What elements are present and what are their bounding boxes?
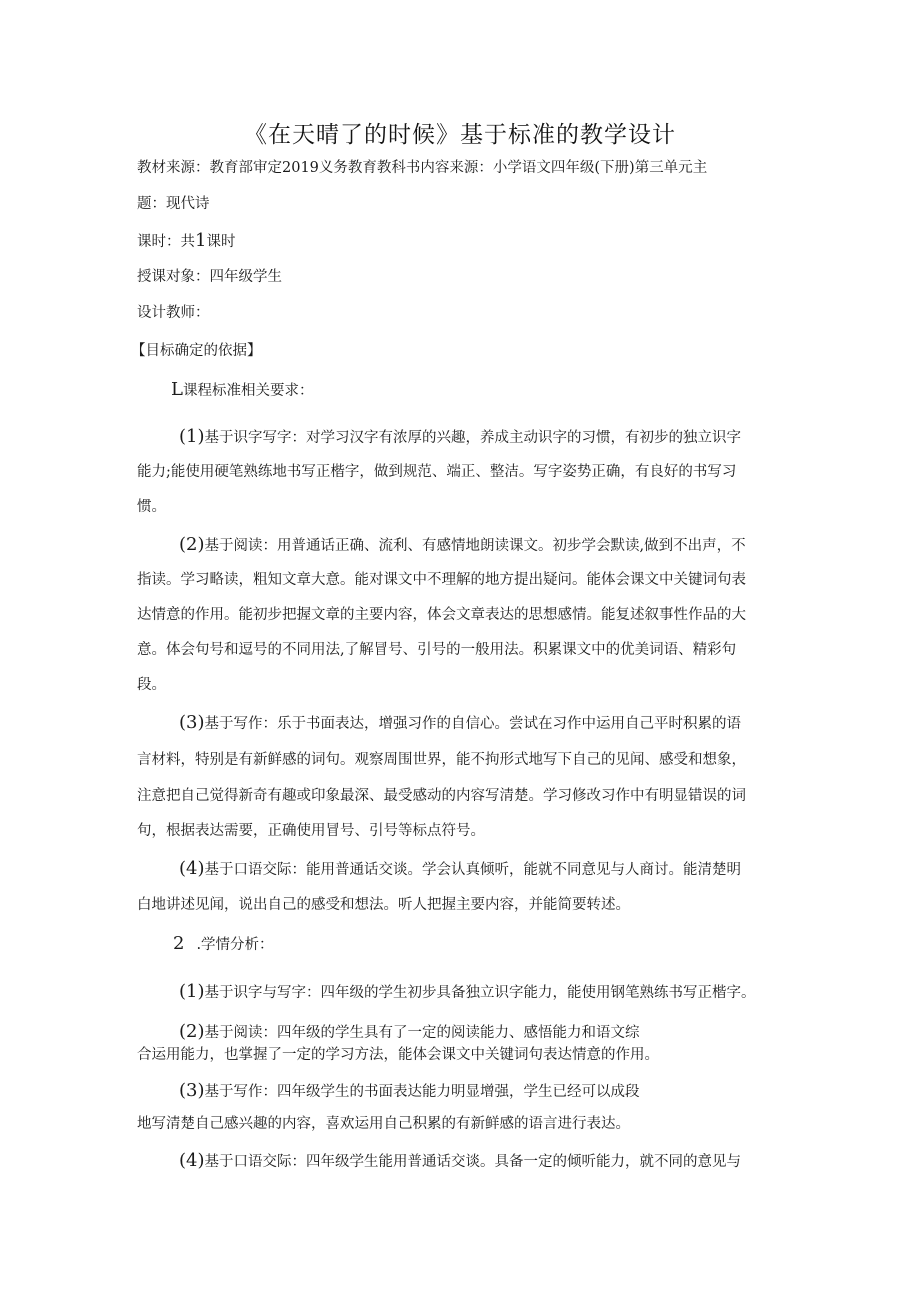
q2-line-2: 合运用能力，也掌握了一定的学习方法，能体会课文中关键词句表达情意的作用。 [137, 1047, 659, 1063]
p3-text-1: 基于写作：乐于书面表达，增强习作的自信心。尝试在习作中运用自己平时积累的语 [204, 716, 741, 732]
p1-text-1: 基于识字写字：对学习汉字有浓厚的兴趣，养成主动识字的习惯，有初步的独立识字 [204, 430, 741, 446]
p4-number: (4) [179, 858, 205, 879]
p4-text-1: 基于口语交际：能用普通话交谈。学会认真倾听，能就不同意见与人商讨。能清楚明 [204, 862, 741, 878]
p1-number: (1) [179, 426, 205, 447]
q3-line-1 [179, 1081, 640, 1102]
p2-line-5: 段。 [137, 677, 166, 693]
q2-line-1 [179, 1022, 640, 1043]
q2-number: (2) [179, 1021, 205, 1042]
p2-line-2: 指读。学习略读，粗知文章大意。能对课文中不理解的地方提出疑问。能体会课文中关键词句表 [137, 572, 746, 588]
p1-line-2: 能力;能使用硬笔熟练地书写正楷字，做到规范、端正、整洁。写字姿势正确，有良好的书写习 [137, 464, 737, 480]
p3-line-4: 句，根据表达需要，正确使用冒号、引号等标点符号。 [137, 823, 485, 839]
teacher-line: 设计教师： [137, 305, 210, 321]
section-1-heading [171, 380, 313, 401]
q2-text-1: 基于阅读：四年级的学生具有了一定的阅读能力、感悟能力和语文综 [204, 1025, 640, 1041]
q1-line-1 [179, 982, 756, 1003]
p2-line-3: 达情意的作用。能初步把握文章的主要内容，体会文章表达的思想感情。能复述叙事性作品的大 [137, 607, 746, 623]
q4-text-1: 基于口语交际：四年级学生能用普通话交谈。具备一定的倾听能力，就不同的意见与 [204, 1154, 741, 1170]
basis-heading: 【目标确定的依据】 [131, 343, 262, 359]
section-2-heading [173, 934, 274, 955]
p2-line-1 [179, 535, 746, 556]
q1-number: (1) [179, 981, 205, 1002]
section-1-text: 课程标准相关要求： [182, 383, 314, 399]
hours-line [137, 231, 235, 252]
topic-line: 题：现代诗 [137, 196, 210, 212]
hours-number: 1 [195, 230, 207, 251]
q3-text-1: 基于写作：四年级学生的书面表达能力明显增强，学生已经可以成段 [204, 1084, 640, 1100]
q1-text-1: 基于识字与写字：四年级的学生初步具备独立识字能力，能使用钢笔熟练书写正楷字。 [204, 985, 756, 1001]
document-title: 《在天晴了的时候》基于标准的教学设计 [244, 122, 676, 148]
p3-line-1 [179, 713, 741, 734]
p3-line-2: 言材料，特别是有新鲜感的词句。观察周围世界，能不拘形式地写下自己的见闻、感受和想象， [137, 752, 746, 768]
hours-label: 课时：共 [137, 234, 195, 250]
p3-number: (3) [179, 712, 205, 733]
p4-line-1 [179, 859, 741, 880]
p3-line-3: 注意把自己觉得新奇有趣或印象最深、最受感动的内容写清楚。学习修改习作中有明显错误的词 [137, 788, 746, 804]
q4-line-1 [179, 1151, 741, 1172]
section-2-text: .学情分析： [196, 937, 274, 953]
p4-line-2: 白地讲述见闻，说出自己的感受和想法。听人把握主要内容，并能简要转述。 [137, 897, 630, 913]
p1-line-3: 惯。 [137, 499, 166, 515]
p2-line-4: 意。体会句号和逗号的不同用法,了解冒号、引号的一般用法。积累课文中的优美词语、精彩句 [137, 642, 737, 658]
section-2-number: 2 [173, 933, 185, 954]
section-1-label: L [171, 379, 183, 400]
hours-unit: 课时 [206, 234, 236, 250]
p1-line-1 [179, 427, 741, 448]
q3-line-2: 地写清楚自己感兴趣的内容，喜欢运用自己积累的有新鲜感的语言进行表达。 [137, 1116, 630, 1132]
p2-number: (2) [179, 534, 205, 555]
audience-line: 授课对象：四年级学生 [137, 269, 282, 285]
p2-text-1: 基于阅读：用普通话正确、流利、有感情地朗读课文。初步学会默读,做到不出声，不 [204, 538, 746, 554]
source-line: 教材来源：教育部审定2019义务教育教科书内容来源：小学语文四年级(下册)第三单元主 [137, 160, 708, 176]
q3-number: (3) [179, 1080, 205, 1101]
q4-number: (4) [179, 1150, 205, 1171]
